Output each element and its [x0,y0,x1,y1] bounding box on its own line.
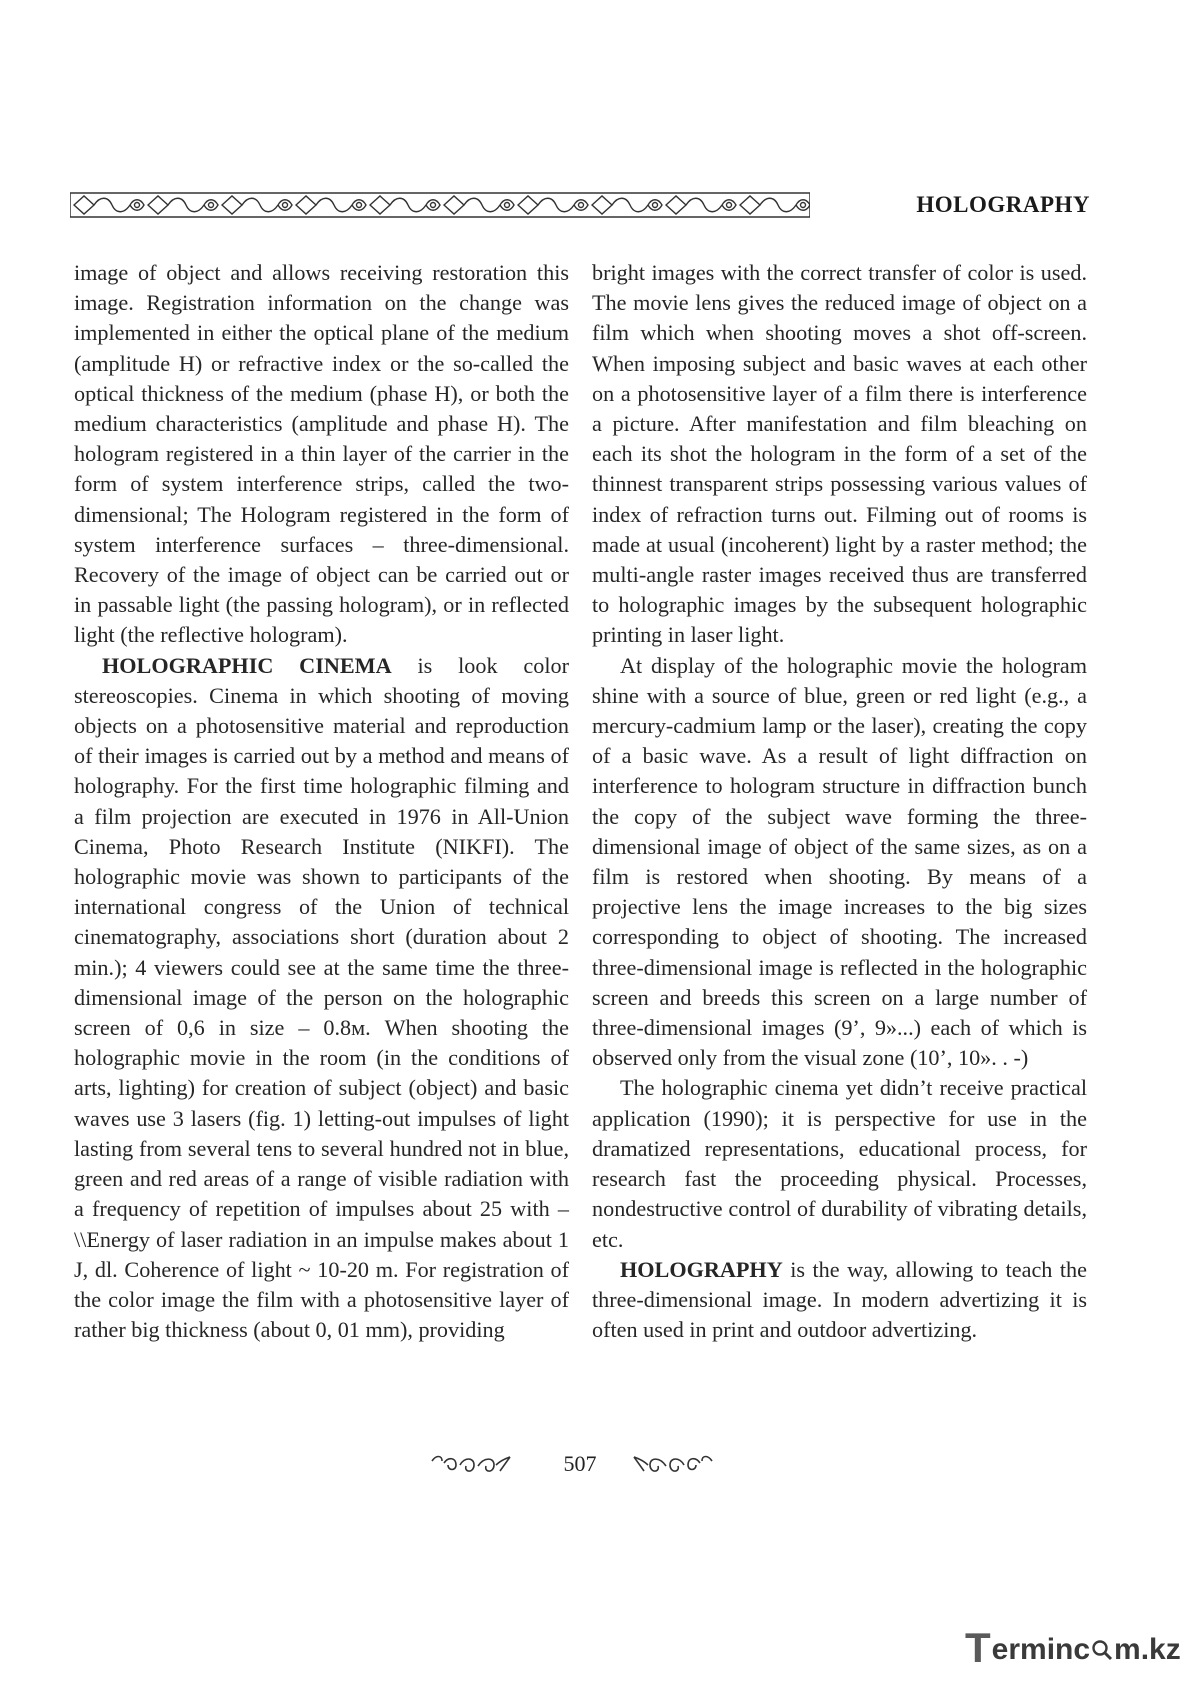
flourish-left-icon [430,1453,512,1475]
paragraph [592,1255,1087,1346]
term-heading: HOLOGRAPHY [620,1256,783,1282]
watermark-prefix: erminc [991,1633,1091,1666]
logo-t-glyph: T [965,1624,991,1671]
watermark-suffix: m.kz [1114,1633,1181,1666]
paragraph-text: is look color stereoscopies. Cinema in which shooting of moving objects on a photosensitive material and reproduction of their images is carried out by a method and means of holography. For the first time holographic filming and a film projection are executed in 1976 in All-Union Cinema, Photo Research Institute (NIKFI). The holographic movie was shown to participants of the international congress of the Union of technical cinematography, associations short (duration about 2 min.); 4 viewers could see at the same time the three-dimensional image of the person on the holographic screen of 0,6 in size – 0.8м. When shooting the holographic movie in the room (in the conditions of arts, lighting) for creation of subject (object) and basic waves use 3 lasers (fig. 1) letting-out impulses of light lasting from several tens to several hundred not in blue, green and red areas of a range of visible radiation with a frequency of repetition of impulses about 25 with – \\Energy of laser radiation in an impulse makes about 1 J, dl. Coherence of light ~ 10-20 m. For registration of the color image the film with a photosensitive layer of rather big thickness (about 0, 01 mm), providing [74,652,569,1343]
paragraph: The holographic cinema yet didn’t receive practical application (1990); it is perspective for use in the dramatized representations, educational process, for research fast the proceeding physical. Processes, nondestructive control of durability of vibrating details, etc. [592,1075,1087,1252]
page-number: 507 [563,1451,597,1476]
page-footer [0,1445,1191,1485]
paragraph: At display of the holographic movie the hologram shine with a source of blue, green or red light (e.g., a mercury-cadmium lamp or the laser), creating the copy of a basic wave. As a result of light diffraction on interference to hologram structure in diffraction bunch the copy of the subject wave forming the three-dimensional image of object of the same sizes, as on a film is restored when shooting. By means of a projective lens the image increases to the big sizes corresponding to object of shooting. The increased three-dimensional image is reflected in the holographic screen and breeds this screen on a large number of three-dimensional images (9’, 9»...) each of which is observed only from the visual zone (10’, 10». . -) [592,652,1087,1071]
paragraph-text: is the way, allowing to teach the three-dimensional image. In modern advertizing it is often used in print and outdoor advertizing. [592,1256,1087,1343]
page-header [70,188,1090,228]
term-heading: HOLOGRAPHIC CINEMA [102,652,392,678]
left-column [74,258,569,1345]
section-title: HOLOGRAPHY [916,192,1090,217]
right-column [592,258,1087,1345]
paragraph: image of object and allows receiving restoration this image. Registration information on the change was implemented in either the optical plane of the medium (amplitude H) or refractive index or the so-called the optical thickness of the medium (phase H), or both the medium characteristics (amplitude and phase H). The hologram registered in a thin layer of the carrier in the form of system interference strips, called the two-dimensional; The Hologram registered in the form of system interference surfaces – three-dimensional. Recovery of the image of object can be carried out or in passable light (the passing hologram), or in reflected light (the reflective hologram). [74,260,569,648]
paragraph: bright images with the correct transfer of color is used. The movie lens gives the reduced image of object on a film which when shooting moves a shot off-screen. When imposing subject and basic waves at each other on a photosensitive layer of a film there is interference a picture. After manifestation and film bleaching on each its shot the hologram in the form of a set of the thinnest transparent strips possessing various values of index of refraction turns out. Filming out of rooms is made at usual (incoherent) light by a raster method; the multi-angle raster images received thus are transferred to holographic images by the subsequent holographic printing in laser light. [592,260,1087,648]
ornament-band [70,192,810,218]
paragraph [74,651,569,1346]
magnifier-icon [1091,1639,1113,1661]
flourish-right-icon [632,1453,714,1475]
watermark-logo [965,1624,1181,1671]
